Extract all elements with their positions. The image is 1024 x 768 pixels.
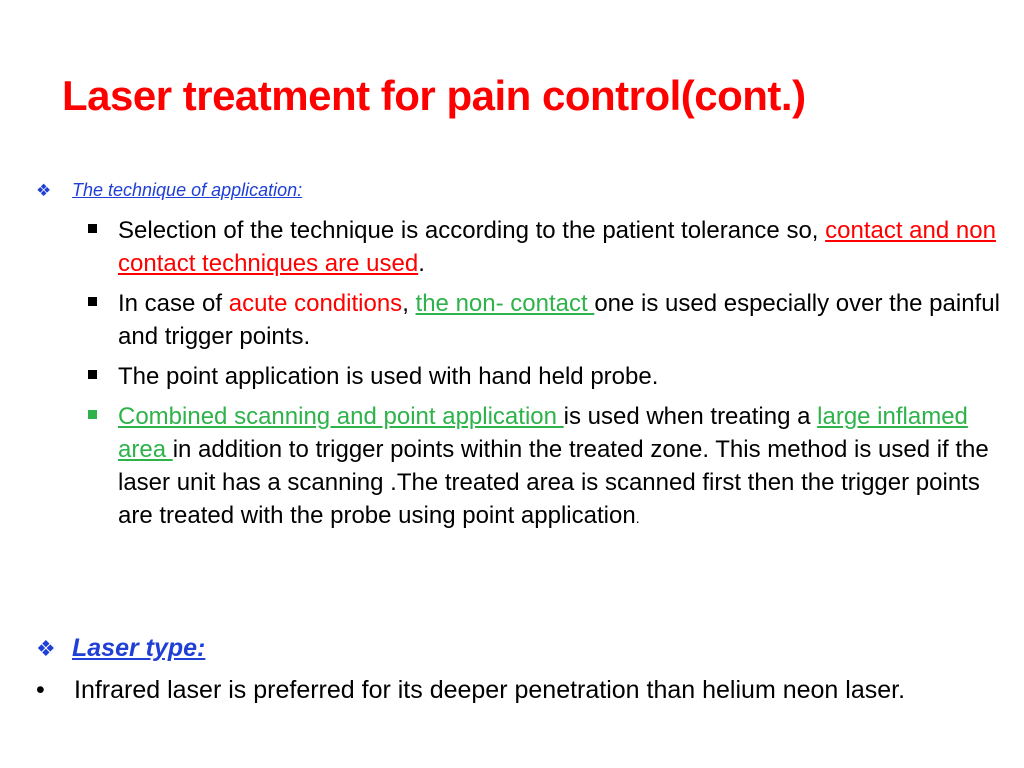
list-item xyxy=(86,360,1006,393)
green-underlined-text: Combined scanning and point application xyxy=(118,403,564,430)
section-laser-type xyxy=(36,634,205,663)
section-heading-laser-type: Laser type: xyxy=(72,634,206,662)
green-underlined-text: the non- contact xyxy=(415,290,595,317)
round-bullet-icon: • xyxy=(36,676,45,704)
period-text: . xyxy=(635,510,640,526)
list-item xyxy=(86,214,1006,280)
item-text-end: one is used especially over the painful and trigger points. xyxy=(118,290,1000,350)
four-diamond-bullet-icon: ❖ xyxy=(36,636,56,661)
square-bullet-icon xyxy=(88,410,97,419)
slide-title: Laser treatment for pain control(cont.) xyxy=(62,72,806,119)
technique-list xyxy=(86,214,1006,542)
comma-text: , xyxy=(402,290,416,317)
list-item xyxy=(86,400,1006,535)
laser-type-list xyxy=(36,674,996,707)
item-text: Infrared laser is preferred for its deeper penetration than helium neon laser. xyxy=(74,676,906,704)
section-technique xyxy=(36,180,302,201)
red-text: acute conditions xyxy=(228,290,403,317)
item-text-end: in addition to trigger points within the treated zone. This method is used if the laser unit has a scanning .The treated area is scanned first then the trigger points are treated with the probe using point application xyxy=(118,436,989,529)
green-underlined-text: large inflamed area xyxy=(118,403,968,463)
item-text: In case of xyxy=(118,290,229,317)
square-bullet-icon xyxy=(88,297,97,306)
item-text: Selection of the technique is according to the patient tolerance so, xyxy=(118,217,826,244)
list-item xyxy=(86,287,1006,353)
list-item xyxy=(36,674,996,707)
highlight-text: contact and non contact techniques are used xyxy=(118,217,996,277)
section-heading-technique: The technique of application: xyxy=(72,180,303,200)
item-text: is used when treating a xyxy=(563,403,818,430)
square-bullet-icon xyxy=(88,224,97,233)
four-diamond-bullet-icon: ❖ xyxy=(36,181,52,200)
square-bullet-icon xyxy=(88,370,97,379)
item-text-end: . xyxy=(418,250,425,277)
item-text: The point application is used with hand held probe. xyxy=(118,363,659,390)
